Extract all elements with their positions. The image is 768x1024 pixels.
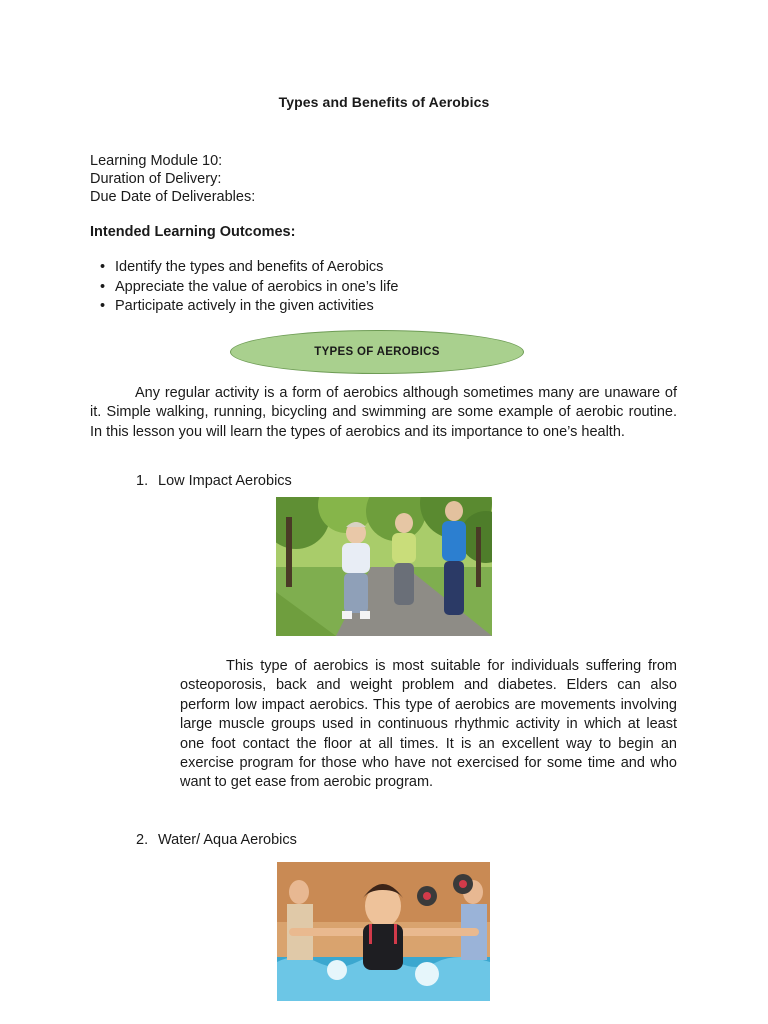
- type-name: Low Impact Aerobics: [158, 473, 292, 489]
- outcome-item: • Identify the types and benefits of Aerobics: [100, 258, 398, 278]
- section-banner: [230, 330, 524, 374]
- module-number: Learning Module 10:: [90, 153, 223, 169]
- section-banner-label: TYPES OF AEROBICS: [314, 346, 440, 358]
- low-impact-description: This type of aerobics is most suitable for individuals suffering from osteoporosis, back and weight problem and diabetes. Elders can also perform low impact aerobics. This type of aerobics are movements involving large muscle groups used in continuous rhythmic activity in which at least one foot contact the floor at all times. It is an excellent way to begin an exercise program for those who have not exercised for some time and who want to get ease from aerobic program.: [180, 658, 677, 791]
- outcomes-list: [100, 258, 398, 317]
- outcomes-heading: Intended Learning Outcomes:: [90, 224, 296, 240]
- type-heading-low-impact: [136, 473, 292, 489]
- water-aerobics-photo: [277, 862, 490, 1001]
- duration-of-delivery: Duration of Delivery:: [90, 171, 222, 187]
- module-meta: [90, 152, 255, 206]
- type-number: 2.: [136, 832, 149, 848]
- type-name: Water/ Aqua Aerobics: [158, 832, 297, 848]
- low-impact-photo: [276, 497, 492, 636]
- type-heading-water-aqua: [136, 832, 297, 848]
- outcome-item: • Participate actively in the given activities: [100, 297, 398, 317]
- document-title: Types and Benefits of Aerobics: [278, 94, 490, 110]
- type-number: 1.: [136, 473, 149, 489]
- due-date-of-deliverables: Due Date of Deliverables:: [90, 189, 256, 205]
- outcome-item: • Appreciate the value of aerobics in one’s life: [100, 278, 398, 298]
- intro-paragraph: Any regular activity is a form of aerobics although sometimes many are unaware of it. Simple walking, running, bicycling and swimming are some example of aerobic routine. In this lesson you will learn the types of aerobics and its importance to one’s health.: [90, 385, 677, 440]
